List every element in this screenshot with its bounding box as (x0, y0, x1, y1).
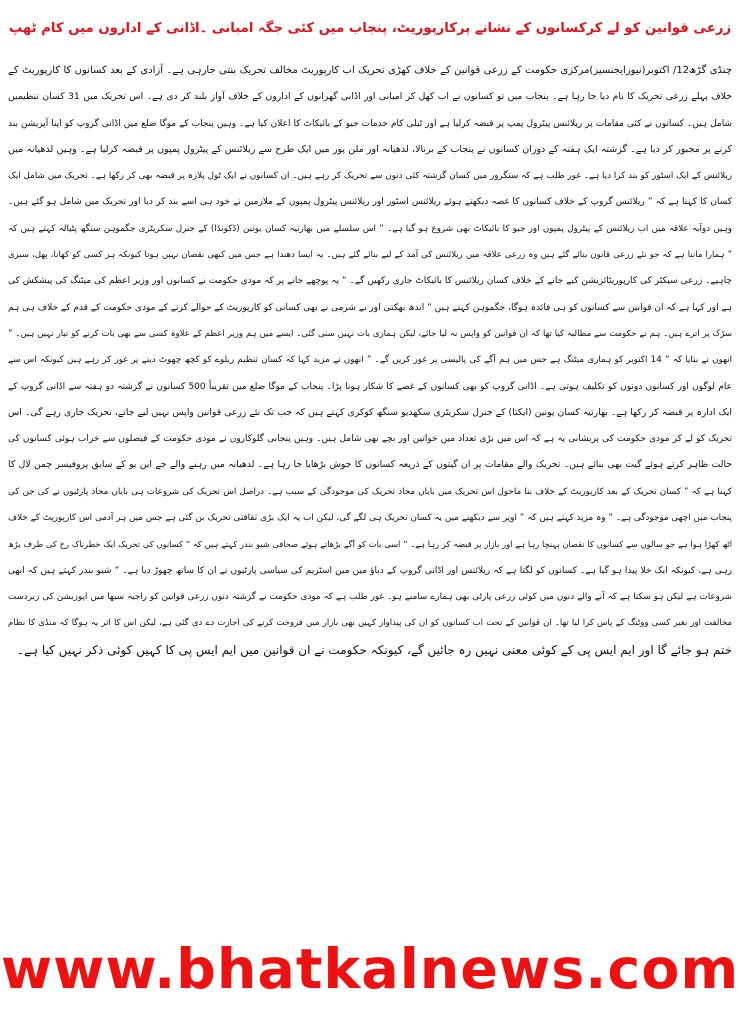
article-line: عام لوگوں اور کسانوں دونوں کو تکلیف ہوتی ہے۔ اڈانی گروپ کو بھی کسانوں کے غصے کا شکار ہونا پڑا۔ پنجاب کے موگا ضلع میں تقریباً 500 کسانوں نے گزشتہ دو ہفتہ سے اڈانی گروپ کے (8, 381, 732, 392)
article-line: کرنے پر مجبور کر دیا ہے۔ گزشتہ ایک ہفتہ کے دوران کسانوں نے پنجاب کے برنالا، لدھیانہ اور ملن پور میں ایک طرح سے ریلائنس کے پیٹرول پمپوں پر قبضہ کرلیا ہے۔ وہیں لدھیانہ میں (8, 143, 732, 155)
article-line: ختم ہو جائے گا اور ایم ایس پی کے کوئی معنی نہیں رہ جائیں گے، کیونکہ حکومت نے ان قوانین میں ایم ایس پی کا کہیں کوئی ذکر نہیں کیا ہے۔ (16, 642, 732, 657)
article-line: رہی ہے، کیونکہ ایک خلا پیدا ہو گیا ہے۔ کسانوں کو لگتا ہے کہ ریلائنس اور اڈانی گروپ کے دباؤ میں مین اسٹریم کی سیاسی پارٹیوں نے ان کا ساتھ چھوڑ دیا ہے۔ ” شیو بندر کہتے ہیں کہ ابھی (8, 565, 732, 576)
article-line: انھوں نے بتایا کہ ” 14 اکتوبر کو ہماری میٹنگ ہے جس میں ہم آگے کی پالیسی پر غور کریں گے۔ ” انھوں نے مزید کہا کہ کسان تنظیم ریلوے کو کچھ چھوٹ دینے پر غور کر رہے ہیں کیونکہ اس سے (8, 355, 732, 366)
article-line: اٹھ کھڑا ہوا ہے جو سالوں سے کسانوں کا نقصان پہنچا رہا ہے اور بازار پر قبضہ کر رہا ہے۔ ” اسی بات کو آگے بڑھاتے ہوئے صحافی شیو بندر کہتے ہیں کہ ” کسانوں کی تحریک ایک خطرناک رخ کی طرف بڑھ (8, 539, 732, 550)
article-body (8, 58, 732, 926)
article-line: پنجاب میں اچھی موجودگی ہے۔ ” وہ مزید کہتے ہیں کہ ” اوپر سے دیکھنے میں یہ کسان تحریک ہی لگے گی، لیکن اب یہ ایک بڑی ثقافتی تحریک بن گئی ہے جس میں ہر آدمی اس کارپوریٹ کے خلاف (8, 513, 732, 524)
article-line: خلاف پہلے زرعی تحریک کا نام دیا جا رہا ہے۔ پنجاب میں تو کسانوں نے اب کھل کر امبانی اور اڈانی گھرانوں کے اداروں کے خلاف آواز بلند کر دی ہے۔ اس تحریک میں 31 کسان تنظیمیں (8, 91, 732, 103)
site-watermark: www.bhatkalnews.com (0, 937, 740, 1002)
article-line: سڑک پر اترے ہیں۔ ہم نے حکومت سے مطالبہ کیا تھا کہ ان قوانین کو واپس نہ لیا جائے، لیکن ہماری بات نہیں سنی گئی۔ ایسے میں ہم وزیر اعظم کے علاوہ کسی سے بھی بات کرنے کو تیار نہیں ہیں۔ ” (8, 328, 732, 339)
headline: زرعی قوانین کو لے کرکسانوں کے نشانے پرکارپوریٹ، پنجاب میں کئی جگہ امبانی ۔اڈانی کے اداروں میں کام ٹھپ (8, 21, 732, 36)
article-line: مخالفت اور بغیر کسی ووٹنگ کے پاس کرا لیا تھا۔ ان قوانین کے تحت اب کسانوں کو ان کی پیداوار کہیں بھی بازار میں فروخت کرنے کی اجازت دے دی گئی ہے، لیکن اس کا اثر یہ ہوگا کہ منڈی کا نظام (8, 618, 732, 629)
article-line: کہنا ہے کہ ” کسان تحریک کے بعد کارپوریٹ کے خلاف بنا ماحول اس تحریک میں بایاں محاذ تحریک کی موجودگی کے سبب ہے۔ دراصل اس تحریک کی شروعات ہی بایاں محاذ پارٹیوں نے کی جن کی (8, 486, 732, 497)
article-line: ہے اور کہا ہے کہ ان قوانین سے کسانوں کو ہی فائدہ ہوگا، جگموہن کہتے ہیں ” اندھ بھکتی اور بے شرمی نے بھی کسانی کو کارپوریٹ کے حوالے کرنے کے مودی حکومت کے قدم کے خلاف ہی ہم (8, 302, 732, 313)
article-line: چاہیے۔ زرعی سیکٹر کی کارپوریٹائزیشن کیے جانے کے خلاف کسان ریلائنس کا بائیکاٹ جاری رکھیں گے۔ ” یہ پوچھے جانے پر کہ مودی حکومت نے کسانوں اور وزیر اعظم کی میٹنگ کی پیشکش کی (8, 276, 732, 287)
article-line: ریلائنس کے ایک اسٹور کو بند کرا دیا ہے۔ غور طلب ہے کہ سنگرور میں کسان گزشتہ کئی دنوں سے تحریک کر رہے ہیں۔ ان کسانوں نے ایک ٹول پلازہ پر قبضہ بھی کر رکھا ہے۔ تحریک میں شامل ایک (8, 171, 732, 182)
article-line: وہیں دوآبہ علاقہ میں اب ریلائنس کے پیٹرول پمپوں اور جیو کا بائیکاٹ بھی شروع ہو گیا ہے۔ ” اس سلسلے میں بھارتیہ کسان یونین (ڈکونڈا) کے جنرل سکریٹری جگموہن سنگھ پٹیالہ کہتے ہیں کہ (8, 223, 732, 234)
article-line: شامل ہیں۔ کسانوں نے کئی مقامات پر ریلائنس پیٹرول پمپ پر قبضہ کرلیا ہے اور ٹیلی کام خدمات جیو کے بائیکاٹ کا اعلان کیا ہے۔ وہیں پنجاب کے موگا ضلع میں اڈانی گروپ کو اپنا آپریشن بند (8, 118, 732, 129)
article-line: چنڈی گڑھ12/ اکتوبر(نیوزایجنسیز)مرکزی حکومت کے زرعی قوانین کے خلاف کھڑی تحریک اب کارپوریٹ مخالف تحریک بنتی جارہی ہے۔ آزادی کے بعد کسانوں کا کارپوریٹ کے (8, 65, 732, 76)
article-line: شروعات ہے لیکن ہو سکتا ہے کہ آنے والے دنوں میں کوئی زرعی پارٹی بھی ہمارے سامنے ہو۔ غور طلب ہے کہ مودی حکومت نے گزشتہ دنوں زرعی قوانین کو راجیہ سبھا میں اپوزیشن کی زبردست (8, 591, 732, 602)
article-line: کسان کا کہنا ہے کہ ” ریلائنس گروپ کے خلاف کسانوں کا غصہ دیکھتے ہوئے ریلائنس اسٹور اور ریلائنس پیٹرول پمپوں کے ملازمین نے خود ہی اسے بند کر دیا اور تحریک میں شامل ہو گئے ہیں۔ (8, 197, 732, 208)
article-line: تحریک کو لے کر مودی حکومت کی پریشانی یہ ہے کہ اس میں بڑی تعداد میں خواتین اور بچے بھی شامل ہیں۔ وہیں پنجابی گلوکاروں نے مودی حکومت کے فیصلوں سے خراب ہوئی کسانوں کی (8, 434, 732, 445)
article-line: حالت ظاہر کرتے ہوئے گیت بھی بنائے ہیں۔ تحریک والے مقامات پر ان گیتوں کے ذریعہ کسانوں کا جوش بڑھایا جا رہا ہے۔ لدھیانہ میں رہنے والے جے این یو کے سابق پروفیسر چمن لال کا (8, 459, 732, 471)
article-line: ” ہمارا ماننا ہے کہ جو نئے زرعی قانون بنائے گئے ہیں وہ زرعی علاقہ میں ریلائنس کی آمد کے لیے بنائے گئے ہیں۔ یہ ایسا دھندا ہے جس میں کبھی نقصان نہیں ہوتا کیونکہ ہر کسی کو کھانا، پھل، سبزی (8, 250, 732, 261)
article-line: ایک ادارہ پر قبضہ کر رکھا ہے۔ بھارتیہ کسان یونین (ایکتا) کے جنرل سکریٹری سکھدیو سنگھ کوکری کہتے ہیں کہ جب تک نئے زرعی قوانین واپس نہیں لیے جاتے، تحریک جاری رہے گی۔ اس (8, 406, 732, 418)
